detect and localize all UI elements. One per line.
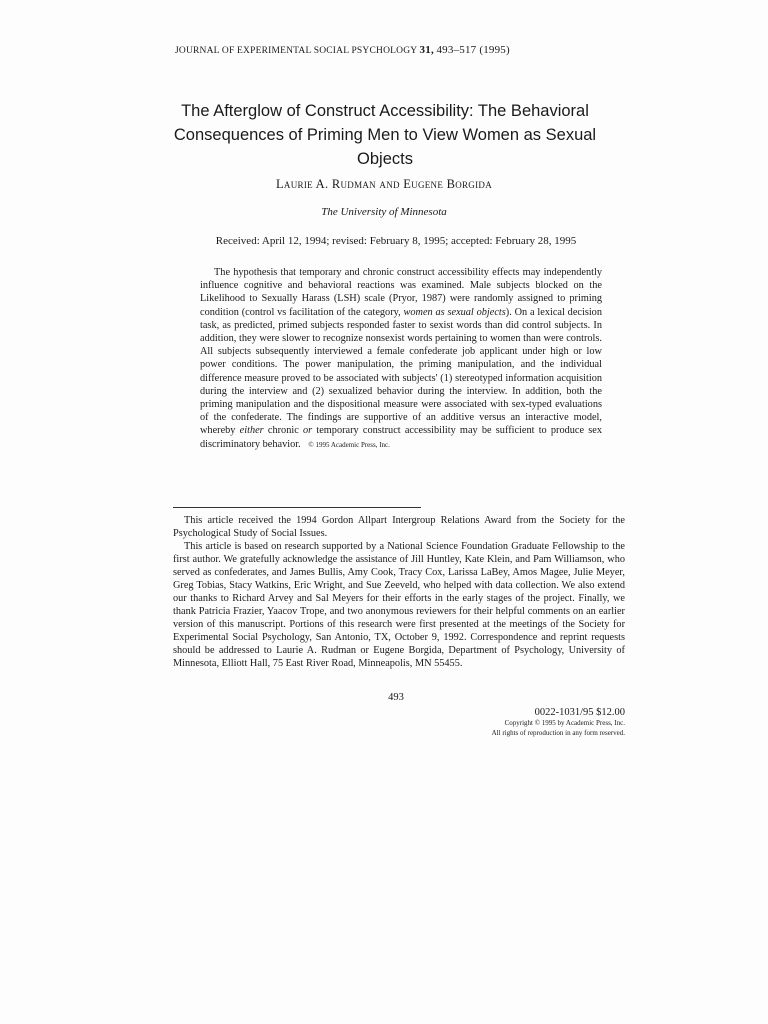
abstract-text-4: temporary construct accessibility may be sufficient to produce sex discriminatory behavior. bbox=[200, 425, 603, 450]
footnote-award: This article received the 1994 Gordon Allpart Intergroup Relations Award from the Society for the Psychological Study of Social Issues. bbox=[173, 515, 625, 539]
abstract-text-3: chronic bbox=[263, 425, 303, 437]
copyright-line: Copyright © 1995 by Academic Press, Inc. bbox=[504, 719, 625, 727]
abstract-text-2: ). On a lexical decision task, as predicted, primed subjects responded faster to sexist words than did control subjects. In addition, they were slower to recognize nonsexist words pertaining to women than were controls. All subjects subsequently interviewed a female confederate job applicant under high or low power conditions. The power manipulation, the priming manipulation, and the individual difference measure proved to be associated with subjects' (1) stereotyped information acquisition during the interview and (2) sexualized behavior during the interview. In addition, both the priming manipulation and the dispositional measure were associated with sex-typed evaluations of the confederate. The findings are supportive of an additive versus an interactive model, whereby bbox=[200, 306, 602, 437]
page-number: 493 bbox=[388, 692, 404, 703]
journal-name: JOURNAL OF EXPERIMENTAL SOCIAL PSYCHOLOGY bbox=[175, 46, 417, 56]
article-price-code: 0022-1031/95 $12.00 bbox=[534, 707, 625, 718]
affiliation: The University of Minnesota bbox=[321, 206, 447, 218]
abstract-text-1: The hypothesis that temporary and chronic construct accessibility effects may independently influence cognitive and behavioral reactions was examined. Male subjects blocked on the Likelihood to Sexually Harass (LSH) scale (Pryor, 1987) were randomly assigned to priming condition (control vs facilitation of the category, bbox=[200, 267, 602, 318]
rights-line: All rights of reproduction in any form reserved. bbox=[491, 728, 625, 737]
journal-header bbox=[175, 44, 510, 56]
abstract-emphasis-2: either bbox=[239, 425, 264, 437]
abstract-emphasis-3: or bbox=[303, 425, 313, 437]
journal-pages: 493–517 (1995) bbox=[436, 44, 510, 56]
copyright-notice bbox=[492, 719, 625, 738]
abstract-emphasis-1: women as sexual objects bbox=[403, 306, 506, 318]
abstract-copyright: © 1995 Academic Press, Inc. bbox=[308, 440, 390, 449]
footnotes bbox=[173, 514, 625, 670]
article-title: The Afterglow of Construct Accessibility: The Behavioral Consequences of Priming Men to View Women as Sexual Objects bbox=[173, 102, 597, 168]
journal-volume: 31, bbox=[419, 44, 434, 56]
abstract bbox=[200, 266, 602, 452]
received-dates: Received: April 12, 1994; revised: February 8, 1995; accepted: February 28, 1995 bbox=[215, 235, 577, 247]
footnote-acknowledgments: This article is based on research supported by a National Science Foundation Graduate Fellowship to the first author. We gratefully acknowledge the assistance of Jill Huntley, Kate Klein, and Pam Williamson, who served as confederates, and James Bullis, Amy Cook, Tracy Cox, Larissa LaBey, Amos Magee, Julie Meyer, Greg Tobias, Stacy Watkins, Eric Wright, and Sue Zeeveld, who helped with data collection. We also extend our thanks to Richard Arvey and Sal Meyers for their efforts in the early stages of the project. Finally, we thank Patricia Frazier, Yaacov Trope, and two anonymous reviewers for their helpful comments on an earlier version of this manuscript. Portions of this research were first presented at the meetings of the Society for Experimental Social Psychology, San Antonio, TX, October 9, 1992. Correspondence and reprint requests should be addressed to Laurie A. Rudman or Eugene Borgida, Department of Psychology, University of Minnesota, Elliott Hall, 75 East River Road, Minneapolis, MN 55455. bbox=[173, 541, 625, 669]
author-list: Laurie A. Rudman and Eugene Borgida bbox=[275, 177, 493, 191]
footnote-divider bbox=[173, 507, 421, 508]
